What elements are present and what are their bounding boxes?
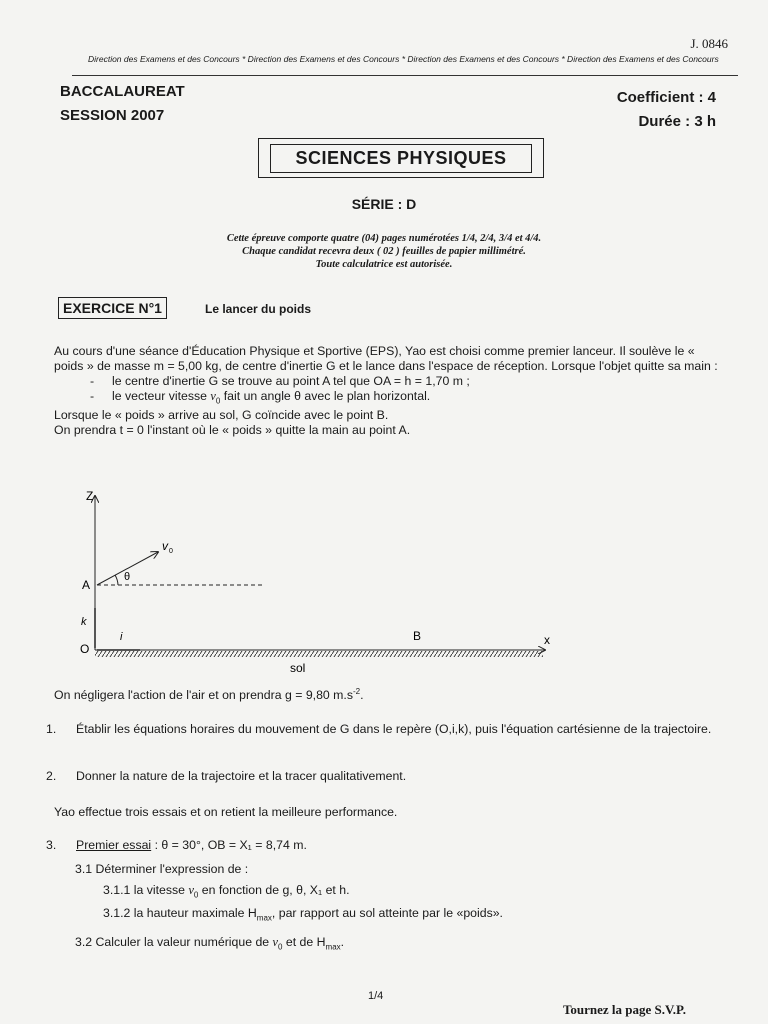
v0-subscript: 0 [169, 548, 173, 555]
subscript: max [325, 942, 341, 952]
exercise-title: Le lancer du poids [205, 302, 312, 316]
instruction-line: Toute calculatrice est autorisée. [315, 259, 453, 270]
point-a-label: A [82, 578, 91, 592]
neglect-statement: On négligera l'action de l'air et on prendra g = 9,80 $m.s^{-2}$. [54, 687, 364, 703]
question-text: 3.1.1 la vitesse [103, 883, 189, 897]
ground-hatching [95, 651, 543, 657]
list-item-text: le vecteur vitesse [112, 389, 211, 403]
punctuation: . [340, 935, 345, 949]
exam-session: SESSION 2007 [60, 107, 165, 124]
question-number: 1. [46, 722, 57, 736]
institution-banner: Direction des Examens et des Concours * Direction des Examens et des Concours * Direction des Examens et des Concours * Direction des Examens et des Concours [88, 54, 719, 64]
intro-paragraph: Lorsque le « poids » arrive au sol, G coïncide avec le point B. [54, 408, 389, 423]
intro-paragraph: On prendra t = 0 l'instant où le « poids » quitte la main au point A. [54, 423, 411, 438]
theta-label: θ [124, 571, 131, 583]
velocity-symbol: v [210, 389, 216, 403]
question-1 [46, 722, 722, 737]
question-text: 3.2 Calculer la valeur numérique de [75, 935, 273, 949]
serie-label: SÉRIE : D [351, 196, 417, 212]
angle-arc [115, 575, 118, 585]
question-3-2: 3.2 Calculer la valeur numérique de $v_0$ et de $H_{max}$. [75, 935, 345, 952]
x-axis-label: x [544, 633, 550, 647]
list-item: - le centre d'inertie G se trouve au point A tel que OA = h = 1,70 m ; [90, 374, 470, 388]
subject-title-box [258, 138, 544, 178]
question-label: Premier essai [76, 838, 152, 852]
list-item: - le vecteur vitesse $v_0$ fait un angle θ avec le plan horizontal. [90, 389, 431, 406]
question-text: Établir les équations horaires du mouvement de G dans le repère (O,i,k), puis l'équation cartésienne de la trajectoire. [76, 722, 712, 736]
instructions [0, 232, 768, 271]
question-3-1-1: 3.1.1 la vitesse $v_0$ en fonction de g, θ, X₁ et h. [103, 883, 350, 900]
exam-name: BACCALAUREAT [60, 83, 185, 100]
performance-statement: Yao effectue trois essais et on retient la meilleure performance. [54, 805, 398, 819]
v0-label: v [162, 539, 168, 553]
turn-page-note: Tournez la page S.V.P. [562, 1002, 686, 1017]
list-item-text: fait un angle θ avec le plan horizontal. [220, 389, 431, 403]
k-vector-label: k [81, 616, 87, 628]
z-axis-label: Z [86, 489, 94, 503]
i-vector-label: i [120, 631, 123, 643]
question-3 [46, 838, 722, 853]
question-text: Donner la nature de la trajectoire et la tracer qualitativement. [76, 769, 407, 783]
statement-text: On négligera l'action de l'air et on prendra g = 9,80 m.s [54, 688, 353, 703]
exponent: -2 [352, 687, 361, 696]
question-3-1-2 [103, 906, 723, 925]
intro-text [54, 344, 722, 438]
ground-label: sol [290, 661, 306, 675]
question-text: : θ = 30°, OB = X₁ = 8,74 m. [151, 838, 307, 852]
question-3-1: 3.1 Déterminer l'expression de : [75, 862, 249, 876]
question-text: et de H [282, 935, 326, 949]
intro-paragraph: Au cours d'une séance d'Éducation Physique et Sportive (EPS), Yao est choisi comme premier lanceur. Il soulève le « poids » de masse m = 5,00 kg, de centre d'inertie G et le lance dans l'espace de réception. Lorsque l'objet quitte sa main : [54, 344, 718, 373]
subscript: max [256, 913, 272, 923]
question-text: 3.1.2 la hauteur maximale H [103, 906, 257, 920]
question-number: 2. [46, 769, 57, 783]
instruction-line: Cette épreuve comporte quatre (04) pages numérotées 1/4, 2/4, 3/4 et 4/4. [226, 233, 542, 244]
exam-meta [617, 86, 716, 134]
question-number: 3. [46, 838, 57, 852]
duration: Durée : 3 h [638, 113, 716, 130]
page-number: 1/4 [368, 990, 384, 1002]
point-b-label: B [413, 629, 422, 643]
document-reference: J. 0846 [690, 36, 728, 51]
question-text: , par rapport au sol atteinte par le «poids». [271, 906, 503, 920]
trajectory-figure [0, 480, 768, 680]
list-item-text: le centre d'inertie G se trouve au point A tel que OA = h = 1,70 m ; [112, 374, 470, 388]
exam-info [60, 80, 185, 128]
question-2 [46, 769, 722, 784]
header-divider [72, 75, 738, 76]
exercise-label: EXERCICE N°1 [58, 297, 167, 319]
subject-title: SCIENCES PHYSIQUES [270, 144, 531, 173]
question-text: en fonction de g, θ, X₁ et h. [198, 883, 350, 897]
origin-label: O [80, 642, 90, 656]
instruction-line: Chaque candidat recevra deux ( 02 ) feuilles de papier millimétré. [242, 246, 526, 257]
coefficient: Coefficient : 4 [616, 89, 716, 106]
